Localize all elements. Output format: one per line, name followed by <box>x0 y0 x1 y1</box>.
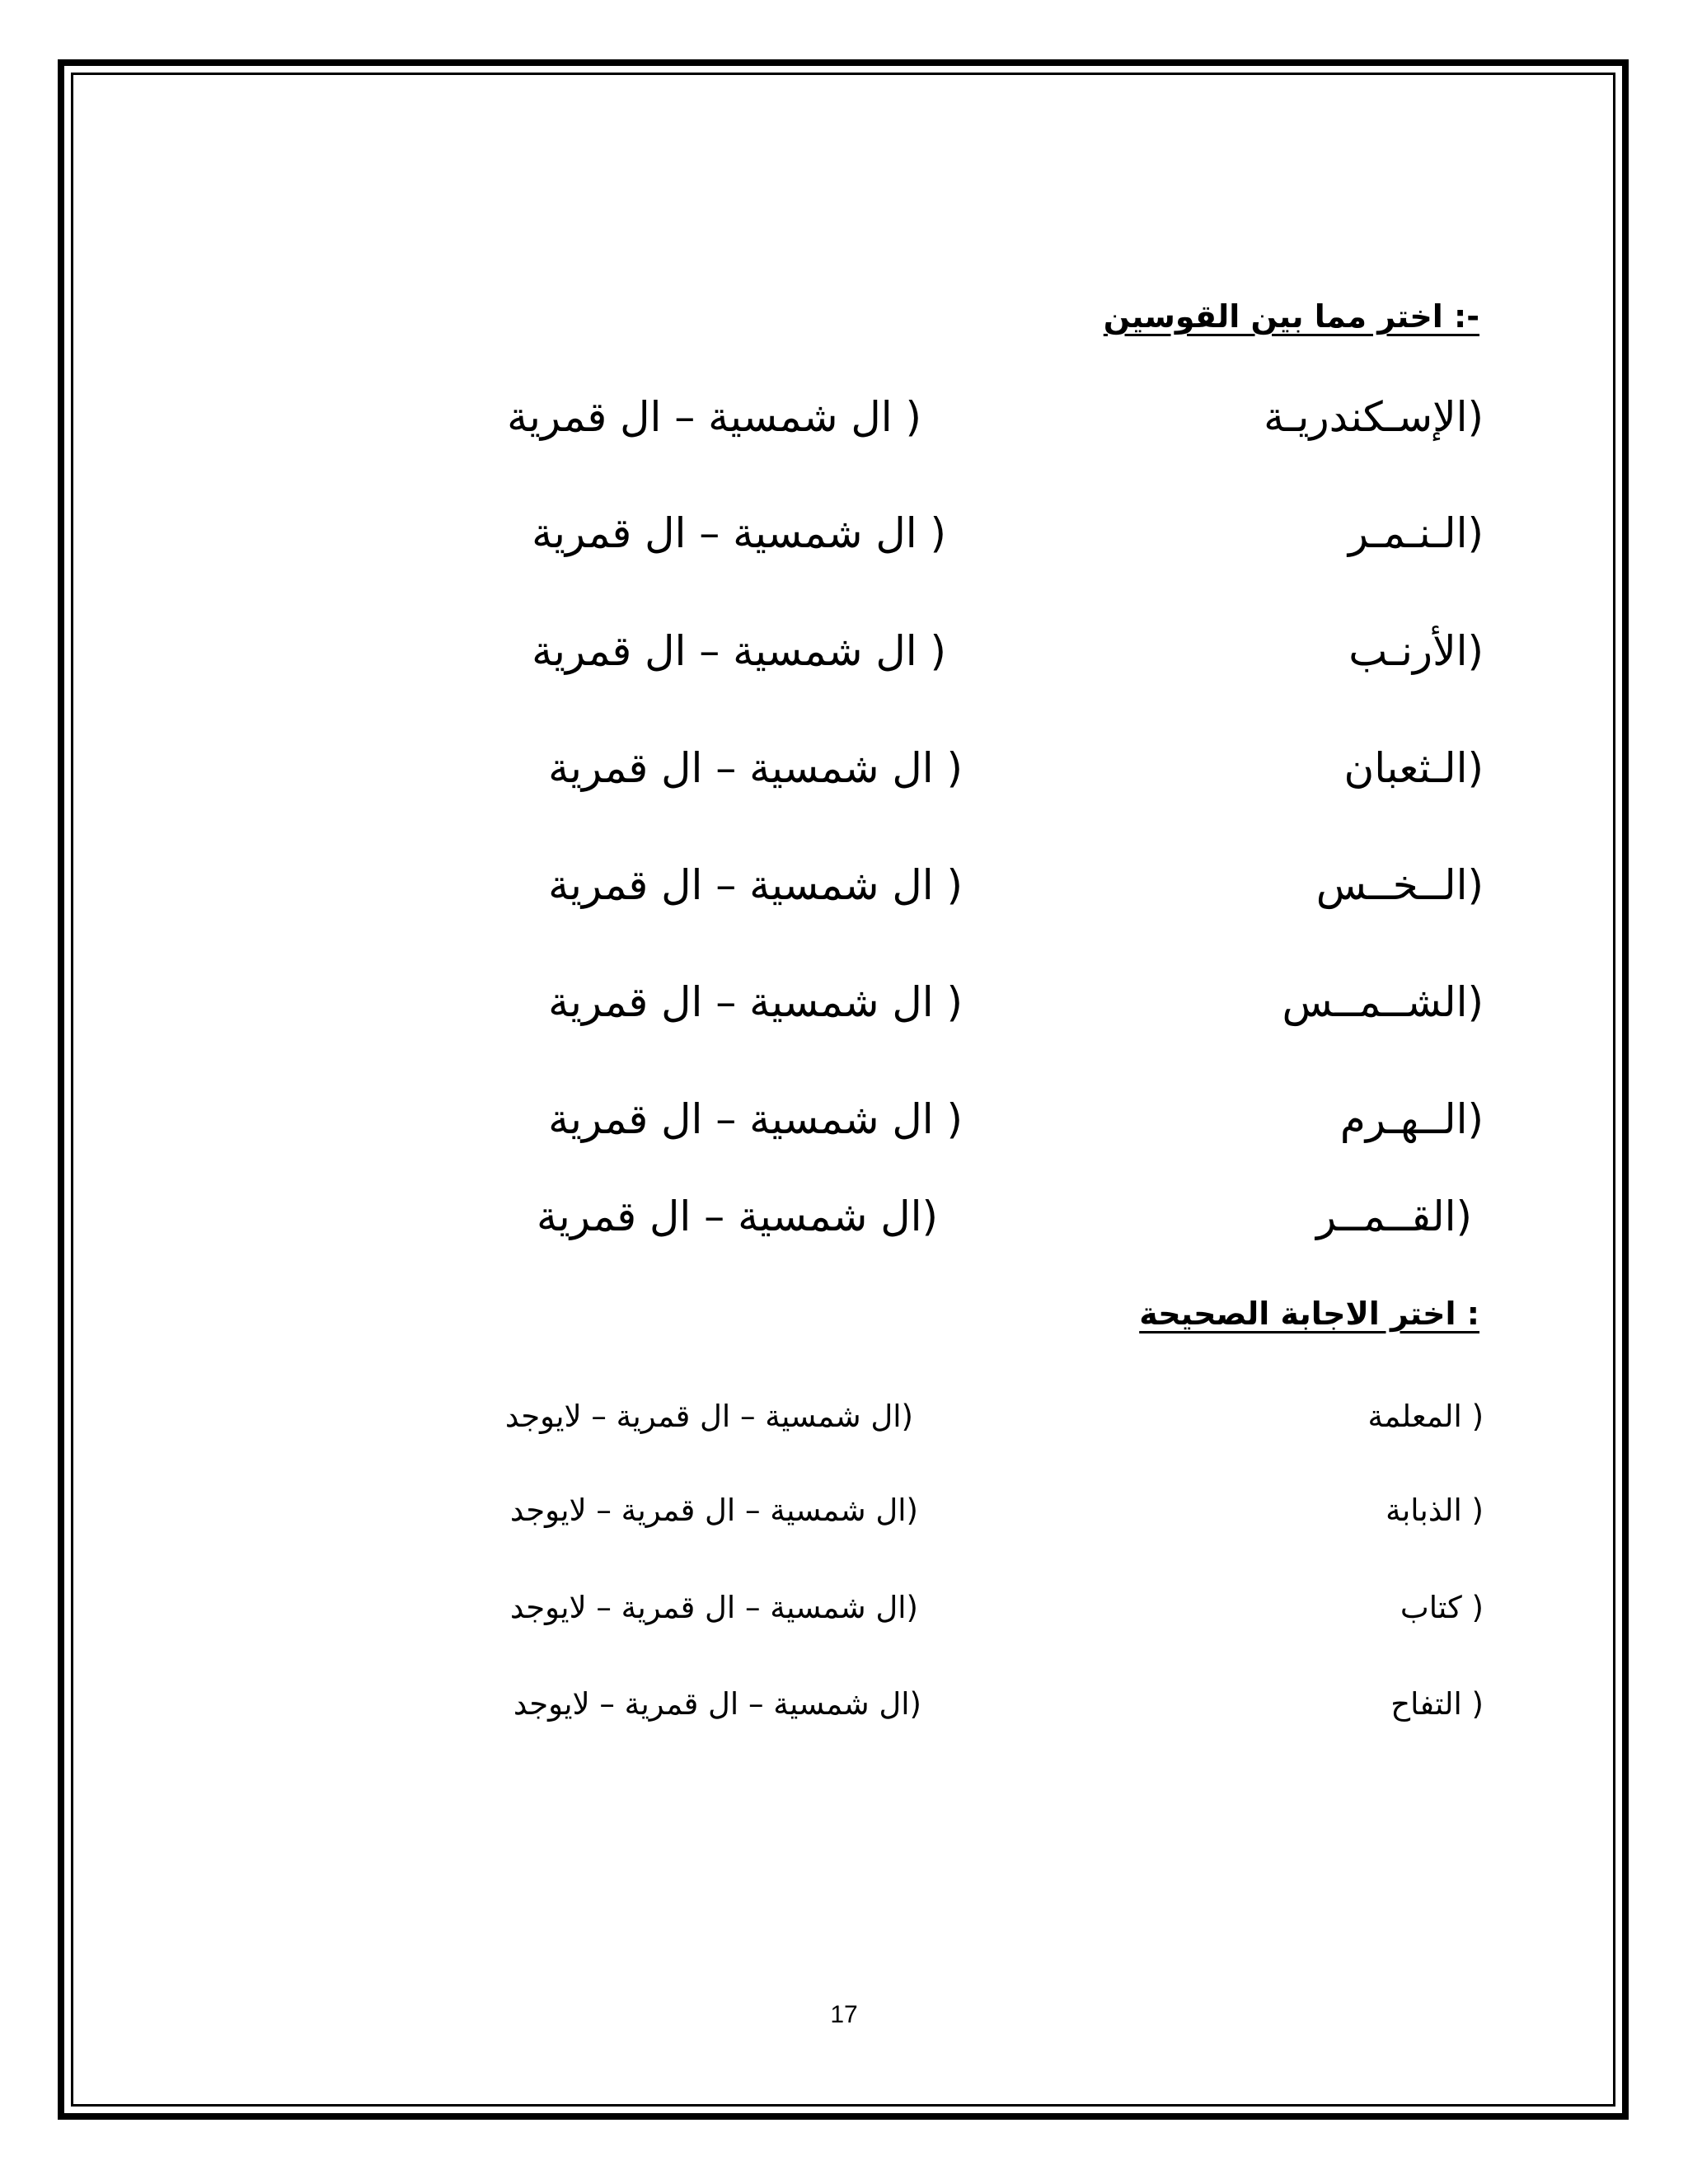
section1-heading: -: اختر مما بين القوسين <box>1103 298 1479 335</box>
section1-word-8: (القــمــر <box>1315 1193 1472 1240</box>
section1-options-5: ( ال شمسية – ال قمرية <box>548 861 963 909</box>
section1-options-7: ( ال شمسية – ال قمرية <box>548 1095 963 1143</box>
section2-word-1: ( المعلمة <box>1367 1399 1484 1434</box>
section1-options-2: ( ال شمسية – ال قمرية <box>532 509 946 557</box>
section1-options-3: ( ال شمسية – ال قمرية <box>532 627 946 675</box>
section2-options-4: (ال شمسية – ال قمرية – لايوجد <box>513 1686 921 1722</box>
page-number: 17 <box>830 2001 858 2028</box>
section2-options-2: (ال شمسية – ال قمرية – لايوجد <box>509 1493 918 1528</box>
section1-options-8: (ال شمسية – ال قمرية <box>537 1193 938 1240</box>
section1-word-4: (الـثعبان <box>1343 744 1484 792</box>
section1-word-5: (الــخــس <box>1315 861 1484 909</box>
section2-options-1: (ال شمسية – ال قمرية – لايوجد <box>504 1399 913 1434</box>
section2-heading: : اختر الاجابة الصحيحة <box>1139 1296 1479 1332</box>
section1-word-2: (الـنـمـر <box>1348 509 1484 557</box>
section1-word-3: (الأرنـب <box>1348 627 1484 675</box>
section1-word-6: (الشــمــس <box>1282 978 1484 1026</box>
section1-options-6: ( ال شمسية – ال قمرية <box>548 978 963 1026</box>
section1-options-4: ( ال شمسية – ال قمرية <box>548 744 963 792</box>
section1-word-1: (الإسـكندريـة <box>1264 393 1484 441</box>
section2-word-2: ( الذبابة <box>1386 1493 1484 1528</box>
section2-options-3: (ال شمسية – ال قمرية – لايوجد <box>509 1590 918 1625</box>
section2-word-3: ( كتاب <box>1400 1590 1484 1625</box>
section1-options-1: ( ال شمسية – ال قمرية <box>507 393 921 441</box>
page-border-inner <box>71 73 1615 2107</box>
section2-word-4: ( التفاح <box>1390 1686 1484 1722</box>
section1-word-7: (الــهـرم <box>1339 1095 1484 1143</box>
